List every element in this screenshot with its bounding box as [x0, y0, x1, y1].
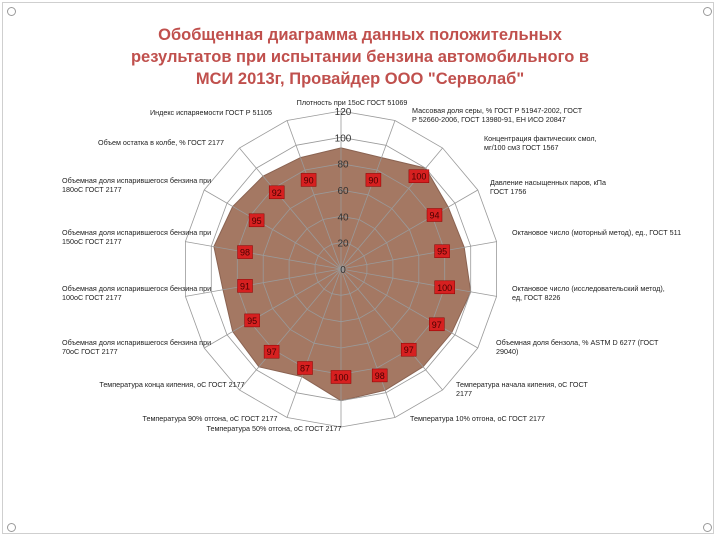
- radar-value-label: 95: [251, 215, 262, 226]
- radar-tick-label: 40: [337, 212, 349, 224]
- radar-value-label: 95: [247, 315, 258, 326]
- radar-axis-label: Объемная доля испарившегося бензина при 180оС ГОСТ 2177: [62, 176, 212, 194]
- radar-axis-label: Объемная доля испарившегося бензина при 70оС ГОСТ 2177: [62, 338, 212, 356]
- radar-axis-label: Температура 50% отгона, оС ГОСТ 2177: [206, 424, 342, 433]
- radar-tick-label: 0: [340, 265, 346, 276]
- radar-value-label: 97: [403, 345, 414, 356]
- radar-axis-label: Концентрация фактических смол, мг/100 см3 ГОСТ 1567: [484, 134, 597, 152]
- radar-axis-label: Температура 10% отгона, оС ГОСТ 2177: [410, 414, 546, 423]
- chart-title-line-2: результатов при испытании бензина автомобильного в: [130, 48, 590, 66]
- radar-value-label: 87: [299, 363, 311, 374]
- radar-value-label: 98: [239, 247, 251, 258]
- radar-value-label: 100: [437, 282, 453, 293]
- radar-axis-label: Объемная доля испарившегося бензина при 150оС ГОСТ 2177: [62, 228, 212, 246]
- radar-axis-label: Объем остатка в колбе, % ГОСТ 2177: [98, 138, 225, 147]
- radar-value-label: 90: [368, 175, 379, 186]
- radar-value-label: 98: [374, 370, 385, 381]
- radar-value-label: 94: [429, 210, 440, 221]
- radar-axis-label: Температура конца кипения, оС ГОСТ 2177: [99, 380, 245, 389]
- radar-axis-label: Октановое число (исследовательский метод), ед, ГОСТ 8226: [512, 284, 665, 302]
- radar-tick-label: 120: [334, 107, 352, 118]
- radar-value-label: 97: [266, 347, 277, 358]
- radar-axis-label: Плотность при 15оС ГОСТ 51069: [296, 98, 408, 107]
- radar-axis-label: Объемная доля бензола, % ASTM D 6277 (ГОСТ 29040): [496, 338, 659, 356]
- radar-axis-label: Объемная доля испарившегося бензина при 100оС ГОСТ 2177: [62, 284, 212, 302]
- radar-value-label: 95: [437, 246, 448, 257]
- radar-tick-label: 20: [337, 238, 349, 250]
- radar-value-label: 91: [239, 281, 251, 292]
- radar-tick-label: 60: [337, 186, 349, 197]
- radar-value-label: 100: [333, 372, 349, 383]
- radar-value-label: 100: [411, 171, 427, 182]
- radar-axis-label: Температура 90% отгона, оС ГОСТ 2177: [142, 414, 278, 423]
- radar-axis-label: Давление насыщенных паров, кПа ГОСТ 1756: [490, 178, 606, 196]
- chart-title-line-3: МСИ 2013г, Провайдер ООО "Серволаб": [195, 70, 525, 88]
- radar-axis-label: Индекс испаряемости ГОСТ Р 51105: [150, 108, 272, 117]
- radar-value-label: 90: [303, 175, 314, 186]
- radar-axis-label: Температура начала кипения, оС ГОСТ 2177: [456, 380, 588, 398]
- radar-tick-label: 100: [334, 133, 352, 145]
- radar-tick-label: 80: [337, 159, 349, 171]
- chart-title-line-1: Обобщенная диаграмма данных положительных: [158, 26, 562, 44]
- radar-value-label: 92: [271, 187, 282, 198]
- radar-value-label: 97: [431, 319, 442, 330]
- radar-axis-label: Массовая доля серы, % ГОСТ Р 51947-2002, ГОСТ Р 52660-2006, ГОСТ 13980-91, ЕН ИСО 20847: [412, 106, 583, 124]
- radar-axis-label: Октановое число (моторный метод), ед., ГОСТ 511: [512, 228, 682, 237]
